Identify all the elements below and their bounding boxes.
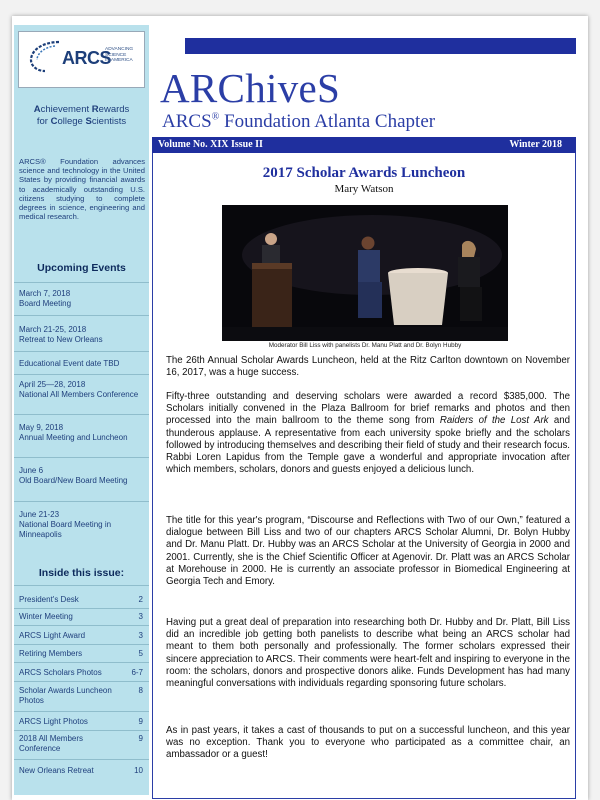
volume-issue: Volume No. XIX Issue II [158, 139, 263, 150]
event-item: March 7, 2018 Board Meeting [19, 289, 72, 308]
article-paragraph: The 26th Annual Scholar Awards Luncheon, held at the Ritz Carlton downtown on November 16, 2017, was a huge success. [166, 355, 570, 379]
event-item: June 6 Old Board/New Board Meeting [19, 466, 128, 485]
volume-bar [152, 137, 576, 153]
event-item: May 9, 2018 Annual Meeting and Luncheon [19, 423, 128, 442]
sidebar: ARCS ADVANCING SCIENCE IN AMERICA Achievement Rewards for College Scientists ARCS® Foundation advances science and technology in the United States by providing financial awards to academically outstanding U.S. citizens studying to complete degrees in science, engineering and medical research. Upcoming Events March 7, 2018 Board Meeting March 21-25, 2018 Retreat to New Orleans Educational Event date TBD April 25—28, 2018 National All Members Conference May 9, 2018 Annual Meeting and Luncheon June 6 Old Board/New Board Meeting June 21-23 National Board Meeting in Minneapolis Inside this issue: President's Desk 2 Winter Meeting 3 ARCS Light Award 3 Retiring Members 5 ARCS Scholars Photos 6-7 Scholar Awards Luncheon Photos 8 ARCS Light Photos 9 2018 All Members Conference 9 New Orleans Retreat 10 [14, 25, 149, 795]
toc-item[interactable]: ARCS Light Award 3 [19, 631, 143, 640]
issue-season: Winter 2018 [509, 139, 562, 150]
logo-wordmark: ARCS [62, 48, 112, 68]
photo-illustration [222, 205, 508, 341]
toc-item[interactable]: ARCS Light Photos 9 [19, 717, 143, 726]
mission-statement: ARCS® Foundation advances science and technology in the United States by providing financial awards to academically outstanding U.S. citizens studying to complete degrees in science, engineering and medical research. [19, 157, 145, 222]
toc-item[interactable]: ARCS Scholars Photos 6-7 [19, 668, 143, 677]
upcoming-events-heading: Upcoming Events [37, 262, 126, 274]
article-paragraph: Having put a great deal of preparation into researching both Dr. Hubby and Dr. Platt, Bill Liss did an incredible job getting both panelists to describe what being an ARCS scholar had meant to them both personally and professionally. The former scholars expressed their sincere appreciation to ARCS. Their comments were heart-felt and inspiring to everyone in the room: the scholars, donors and prospective donors alike. Funds Development has had many meaningful conversations with individuals regarding sponsoring future scholars. [166, 617, 570, 690]
event-item: Educational Event date TBD [19, 359, 120, 368]
luncheon-photo [222, 205, 508, 341]
arcs-logo [18, 31, 145, 88]
article-paragraph: As in past years, it takes a cast of thousands to put on a successful luncheon, and this year was no exception. Thank you to everyone who participated as a committee chair, an ambassador or a guest! [166, 725, 570, 761]
toc-item[interactable]: President's Desk 2 [19, 595, 143, 604]
toc-item[interactable]: Retiring Members 5 [19, 649, 143, 658]
toc-item[interactable]: Scholar Awards Luncheon Photos [19, 686, 112, 705]
newsletter-title: ARChiveS [160, 65, 341, 111]
newsletter-subtitle: ARCS® Foundation Atlanta Chapter [162, 111, 436, 132]
article-title: 2017 Scholar Awards Luncheon [262, 165, 466, 181]
toc-item[interactable]: New Orleans Retreat 10 [19, 766, 143, 775]
toc-item[interactable]: Winter Meeting 3 [19, 612, 143, 621]
program-name: Achievement Rewards for College Scientists [33, 104, 130, 127]
photo-caption: Moderator Bill Liss with panelists Dr. Manu Platt and Dr. Bolyn Hubby [268, 342, 462, 349]
article-paragraph: The title for this year's program, “Discourse and Reflections with Two of our Own,” featured a dialogue between Bill Liss and two of our chapters ARCS Scholar Alumni, Dr. Bolyn Hubby and Dr. Manu Platt. Dr. Hubby was an ARCS Scholar at the University of Georgia in 2000 and 2001. Currently, she is the Chief Scientific Officer at Agenovir. Dr. Platt was an ARCS Scholar at Morehouse in 2000. He is currently an associate professor in Biomedical Engineering at Georgia Tech and Emory. [166, 515, 570, 588]
toc-item[interactable]: 2018 All Members Conference [19, 734, 84, 753]
inside-issue-heading: Inside this issue: [38, 567, 125, 579]
event-item: April 25—28, 2018 National All Members Conference [19, 380, 139, 399]
header-bar [185, 38, 576, 54]
article-paragraph: Fifty-three outstanding and deserving scholars were awarded a record $385,000. The Scholars initially convened in the Plaza Ballroom for brief remarks and photos and then processed into the main ballroom to the theme song from Raiders of the Lost Ark and thunderous applause. A representative from each university spoke briefly and the scholars followed by introducing themselves and describing their field of study and their research focus. Rabbi Loren Lapidus from the Temple gave a wonderful and appropriate invocation after which members, scholars, donors and guests enjoyed a delicious lunch. [166, 391, 571, 476]
article-author: Mary Watson [334, 183, 394, 195]
event-item: June 21-23 National Board Meeting in Minneapolis [19, 510, 112, 539]
logo-tagline: ADVANCING SCIENCE IN AMERICA [105, 47, 134, 63]
logo-swoosh-icon [25, 38, 63, 74]
event-item: March 21-25, 2018 Retreat to New Orleans [19, 325, 103, 344]
